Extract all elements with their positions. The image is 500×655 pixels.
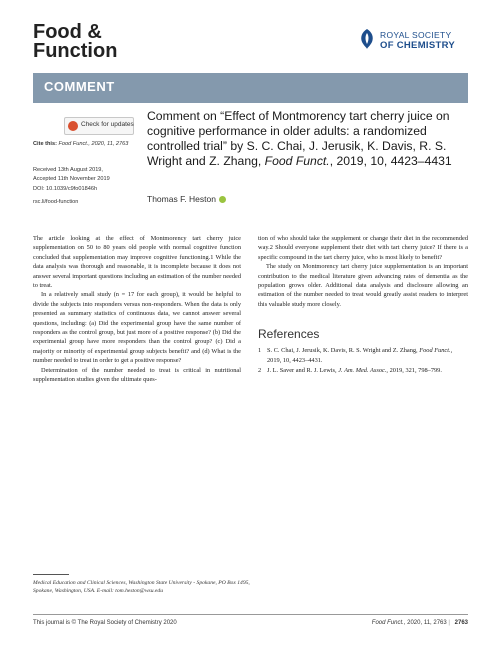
body-paragraph: tion of who should take the supplement or change their diet in the recommended way.2 Should everyone supplement their diet with tart cherry juice? If there is a specific compound in the tart cherry juice, who is most likely to benefit? bbox=[258, 235, 468, 261]
body-column-left bbox=[33, 234, 241, 385]
reference-authors: J. L. Saver and R. J. Lewis, bbox=[267, 367, 337, 374]
journal-title-line2: Function bbox=[33, 40, 118, 62]
journal-site-link[interactable]: rsc.li/food-function bbox=[33, 199, 79, 205]
article-title-main: Comment on “Effect of Montmorency tart cherry juice on cognitive performance in older adults: a randomized controlled trial” by S. C. Chai, J. Jerusik, K. Davis, R. S. Wright and Z. Zhang, bbox=[147, 109, 450, 168]
cite-value: Food Funct., 2020, 11, 2763 bbox=[58, 141, 129, 147]
article-title-journal: Food Funct. bbox=[264, 154, 330, 168]
author-line bbox=[147, 194, 226, 204]
reference-authors: S. C. Chai, J. Jerusik, K. Davis, R. S. Wright and Z. Zhang, bbox=[267, 347, 418, 354]
doi-link[interactable]: DOI: 10.1039/c9fo01846h bbox=[33, 186, 98, 192]
body-paragraph: Determination of the number needed to treat is critical in nutritional supplementation studies given the ultimate ques- bbox=[33, 366, 241, 384]
reference-tail: , 2019, 10, 4423–4431. bbox=[267, 347, 453, 364]
check-for-updates-button[interactable] bbox=[64, 117, 134, 135]
reference-journal: J. Am. Med. Assoc. bbox=[338, 367, 387, 374]
page-footer-citation: Food Funct., 2020, 11, 2763 | 2763 bbox=[371, 620, 468, 626]
cite-line bbox=[33, 141, 128, 147]
publisher-line1: ROYAL SOCIETY bbox=[380, 30, 452, 40]
check-for-updates-label: Check for updates bbox=[81, 121, 134, 128]
received-date: Received 13th August 2019, bbox=[33, 167, 103, 173]
section-banner bbox=[33, 73, 468, 103]
author-name[interactable]: Thomas F. Heston bbox=[147, 194, 216, 204]
reference-journal: Food Funct. bbox=[419, 347, 451, 354]
references-list bbox=[258, 346, 468, 376]
article-title bbox=[147, 109, 472, 169]
reference-tail: , 2019, 321, 798–799. bbox=[386, 367, 442, 374]
orcid-icon[interactable] bbox=[219, 196, 226, 203]
rsc-logo-icon bbox=[358, 28, 376, 50]
reference-number: 1 bbox=[258, 347, 262, 354]
author-affiliation-footnote: Medical Education and Clinical Sciences, Washington State University - Spokane, PO Box 1495, Spokane, Washington, USA. E-mail: tom.heston@wsu.edu bbox=[33, 580, 250, 594]
body-paragraph: In a relatively small study (n = 17 for each group), it would be helpful to divide the subjects into responders versus non-responders. When the data is only presented as summary statistics of continuous data, we cannot answer several questions, including: (a) Did the experimental group have the same number of responders as the control group, but just more of a positive response? (b) Did the experimental group have more responders than the control group? (c) Did a majority or minority of experimental group subjects benefit? and (d) What is the number needed to treat in order to get a positive response? bbox=[33, 291, 241, 365]
references-heading: References bbox=[258, 327, 320, 341]
body-paragraph: The study on Montmorency tart cherry juice supplementation is an important contribution to the medical literature given advancing rates of dementia as the population grows older. Additional data analysis and disclosure allowing an estimation of the number needed to treat would greatly assist readers to interpret this valuable study more closely. bbox=[258, 263, 468, 308]
article-title-tail: , 2019, 10, 4423–4431 bbox=[329, 154, 452, 168]
accepted-date: Accepted 11th November 2019 bbox=[33, 176, 110, 182]
copyright-notice: This journal is © The Royal Society of Chemistry 2020 bbox=[33, 620, 177, 626]
body-column-right bbox=[258, 234, 468, 309]
crossmark-icon bbox=[68, 121, 78, 131]
reference-item[interactable] bbox=[258, 366, 468, 376]
footer-journal: Food Funct. bbox=[371, 620, 404, 626]
journal-title bbox=[33, 23, 117, 61]
body-paragraph: The article looking at the effect of Montmorency tart cherry juice supplementation on 50 to 80 years old people with normal cognitive function concluded that supplementation may improve cognitive functioning.1 While the data analysis was thorough and reasonable, it is incomplete because it does not answer several important questions including an estimation of the number needed to treat. bbox=[33, 235, 241, 290]
cite-prefix: Cite this: bbox=[33, 141, 57, 147]
reference-item[interactable] bbox=[258, 346, 468, 366]
footnote-divider bbox=[33, 574, 69, 575]
section-label: COMMENT bbox=[44, 79, 115, 94]
footer-info: , 2020, 11, 2763 bbox=[403, 620, 447, 626]
page-number: 2763 bbox=[454, 620, 468, 626]
publisher-line2: OF CHEMISTRY bbox=[380, 40, 456, 51]
footer-divider bbox=[33, 614, 468, 615]
journal-title-line1: Food & bbox=[33, 21, 102, 43]
reference-number: 2 bbox=[258, 367, 262, 374]
rsc-logo[interactable] bbox=[358, 28, 478, 56]
